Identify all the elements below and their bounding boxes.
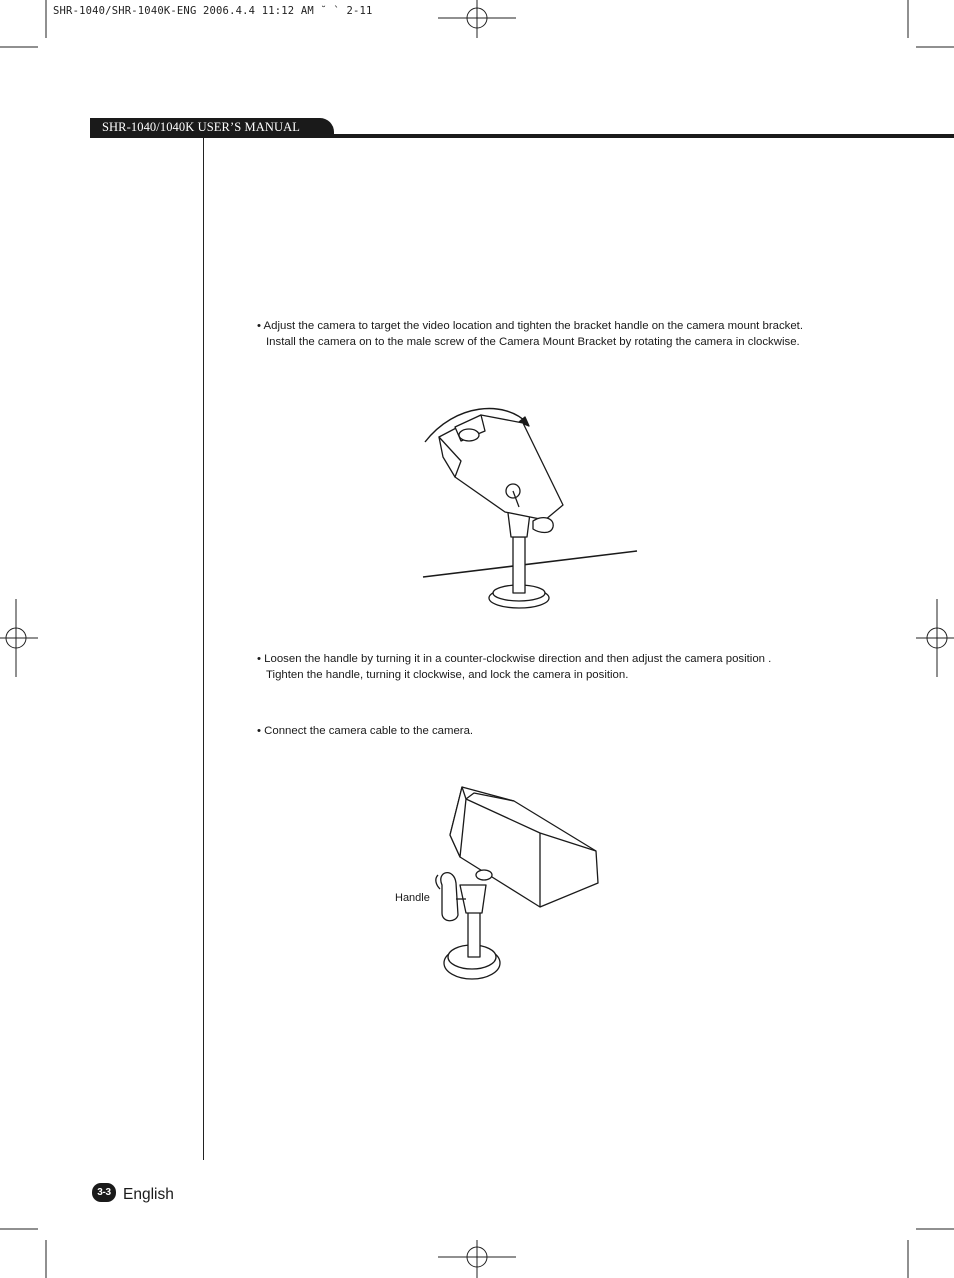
instruction-connect-cable: • Connect the camera cable to the camera. — [257, 725, 474, 737]
handle-label: Handle — [395, 892, 430, 904]
camera-handle-illustration — [390, 775, 605, 985]
manual-title: SHR-1040/1040K USER’S MANUAL — [102, 120, 300, 134]
footer-language: English — [123, 1186, 174, 1203]
instruction-adjust-handle: • Loosen the handle by turning it in a counter-clockwise direction and then adjust the camera position . Tighten the handle, turning it clockwise, and lock the camera in position. — [257, 653, 772, 681]
side-rule — [203, 138, 204, 1160]
page-number-badge: 3-3 — [92, 1183, 116, 1202]
camera-mount-illustration — [415, 395, 645, 615]
print-slug: SHR-1040/SHR-1040K-ENG 2006.4.4 11:12 AM ˘ ` 2-11 — [53, 5, 373, 17]
instruction-mount-camera: • Adjust the camera to target the video location and tighten the bracket handle on the camera mount bracket. Install the camera on to the male screw of the Camera Mount Bracket by rotating the camera in clockwise. — [257, 320, 804, 348]
